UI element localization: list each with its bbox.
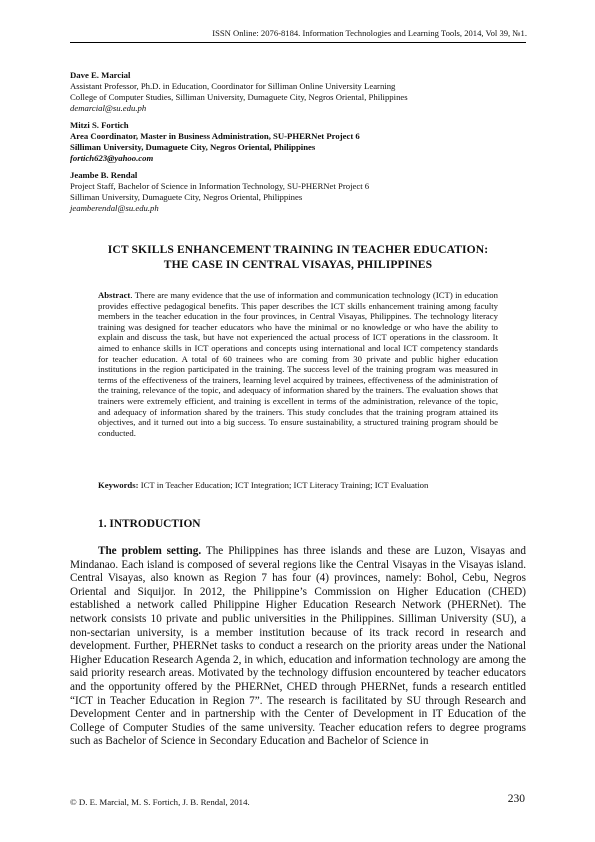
paper-title [70,242,526,272]
title-line: THE CASE IN CENTRAL VISAYAS, PHILIPPINES [163,258,433,271]
author-affiliation: Project Staff, Bachelor of Science in Information Technology, SU-PHERNet Project 6 [70,181,370,191]
abstract-label: Abstract [98,290,131,300]
author-affiliation: Silliman University, Dumaguete City, Negros Oriental, Philippines [70,142,316,152]
author-entry [70,120,540,164]
running-head: ISSN Online: 2076-8184. Information Technologies and Learning Tools, 2014, Vol 39, №1. [212,28,527,38]
page-number: 230 [507,793,525,805]
author-affiliation: Area Coordinator, Master in Business Administration, SU-PHERNet Project 6 [70,131,360,141]
abstract [98,290,498,438]
paragraph-lead: The problem setting. [98,545,202,557]
author-name: Dave E. Marcial [70,70,131,80]
author-email[interactable]: jeamberendal@su.edu.ph [70,203,159,213]
header-rule [70,42,526,43]
body-paragraph [70,545,526,749]
title-line: ICT SKILLS ENHANCEMENT TRAINING IN TEACHER EDUCATION: [107,243,489,256]
author-email[interactable]: fortich623@yahoo.com [70,153,154,163]
author-entry [70,170,540,214]
author-affiliation: Silliman University, Dumaguete City, Negros Oriental, Philippines [70,192,303,202]
author-email[interactable]: demarcial@su.edu.ph [70,103,147,113]
author-name: Mitzi S. Fortich [70,120,129,130]
keywords-label: Keywords: [98,480,139,490]
section-heading: 1. INTRODUCTION [98,518,201,530]
paragraph-text: The Philippines has three islands and these are Luzon, Visayas and Mindanao. Each island is composed of several regions like the Central Visayas in the Visayas island. Central Visayas, also known as Region 7 has four (4) provinces, namely: Bohol, Cebu, Negros Oriental and Siquijor. In 2012, the Philippine’s Commission on Higher Education (CHED) established a network called Philippine Higher Education Research Network (PHERNet). The network consists 10 private and public universities in the Philippines. Silliman University (SU), a non-sectarian university, is a member institution because of its track record in research and development. Further, PHERNet tasks to conduct a research on the priority areas under the National Higher Education Research Agenda 2, in which, education and information technology are among the said priority research areas. Motivated by the technology diffusion encountered by teacher educators and the opportunity offered by the PHERNet, CHED through PHERNet, funds a research entitled “ICT in Teacher Education in Region 7”. The research is facilitated by SU through Research and Development Center and in partnership with the Center of Development in IT Education of the College of Computer Studies of the same university. Teacher education refers to degree programs such as Bachelor of Science in Secondary Education and Bachelor of Science in [70,545,526,748]
author-affiliation: College of Computer Studies, Silliman University, Dumaguete City, Negros Oriental, Philippines [70,92,408,102]
author-name: Jeambe B. Rendal [70,170,138,180]
author-entry [70,70,540,114]
author-affiliation: Assistant Professor, Ph.D. in Education, Coordinator for Silliman Online University Learning [70,81,396,91]
footer-copyright: © D. E. Marcial, M. S. Fortich, J. B. Rendal, 2014. [70,797,250,807]
abstract-text: . There are many evidence that the use of information and communication technology (ICT) in education provides effective pedagogical benefits. This paper describes the ICT skills enhancement training among faculty members in the teacher education in the four provinces, in Central Visayas, Philippines. The technology literacy training was designed for teacher educators who have the minimal or no knowledge or who have the ability to explain and discuss the task, but have not experienced the actual process of ICT operations in the classroom. It aimed to enhance skills in ICT operations and concepts using international and local ICT competency standards for teacher education. A total of 60 trainees who are coming from 30 private and public higher education institutions in the region participated in the training. The success level of the training program was measured in terms of the effectiveness of the trainers, learning level acquired by trainees, effectiveness of the administration of the training, relevance of the topic, and adequacy of information shared by the trainers. The evaluation shows that trainers were extremely efficient, and training is excellent in terms of the administration, relevance of the topic, and adequacy of information shared by the trainers. This study concludes that the training program attained its objectives, and it turned out into a big success. To ensure sustainability, a structured training program should be conducted. [98,290,498,438]
keywords-text: ICT in Teacher Education; ICT Integration; ICT Literacy Training; ICT Evaluation [138,480,429,490]
keywords [98,480,518,490]
author-block [70,70,540,220]
